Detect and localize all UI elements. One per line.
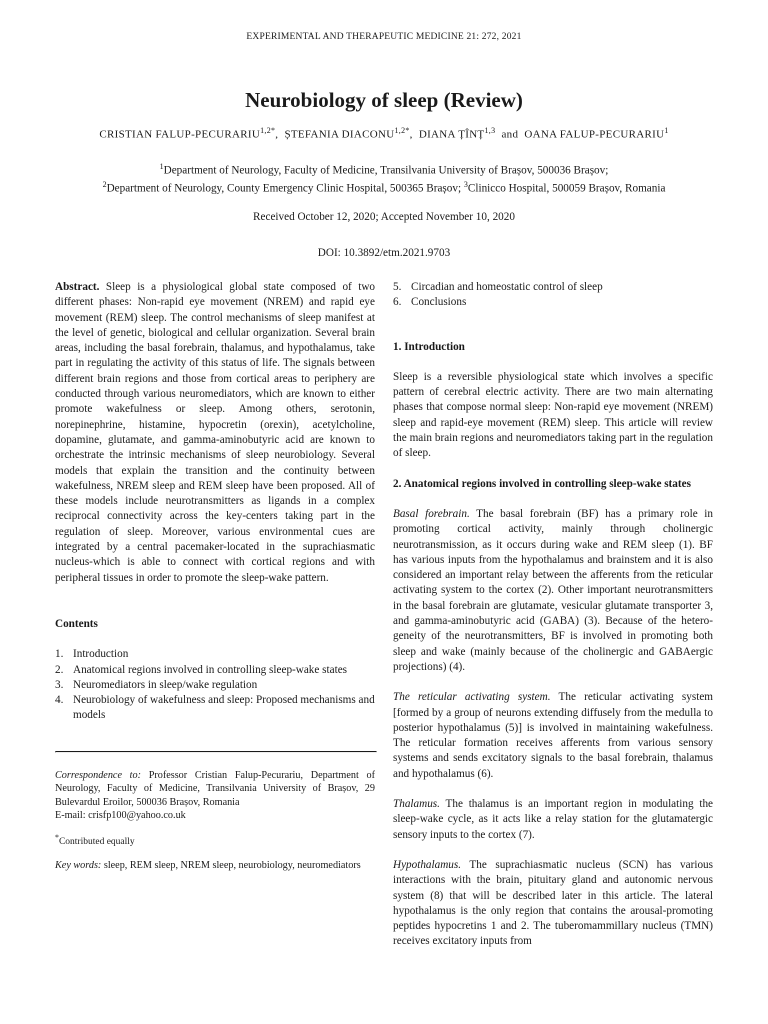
author-affiliation-mark: 1,2* (394, 126, 410, 135)
contents-list-continued (393, 280, 713, 311)
correspondence-text: Professor Cristian Falup-Pecurariu, Department of Neurology, Faculty of Medicine, Transilvania University of Brașov, 29 Bulevardul Eroilor, 500036 Brașov, Romania (55, 769, 375, 808)
contents-item[interactable] (55, 678, 375, 693)
author-affiliation-mark: 1,2* (260, 126, 276, 135)
contents-item-number: 6. (393, 296, 402, 309)
contents-item[interactable] (55, 647, 375, 662)
reticular-system-label: The reticular activating system. (393, 691, 551, 704)
reticular-system-paragraph (393, 690, 713, 782)
author-separator: , (409, 128, 419, 141)
author-separator: and (495, 128, 525, 141)
reticular-system-text: The reticular activating system [formed by a group of neurons extending diffusely from the medulla to posterior hypothalamus (5)] is involved in maintaining wakefulness. The reticular formation receives afferents from various sensory systems and sends excitatory signals to the basal forebrain, thalamus and hypothalamus (6). (393, 691, 713, 780)
section-heading-anatomical: 2. Anatomical regions involved in controlling sleep-wake states (393, 477, 691, 490)
left-column (55, 280, 375, 872)
author-affiliation-mark: 1 (664, 126, 669, 135)
contents-list (55, 647, 375, 723)
basal-forebrain-paragraph (393, 507, 713, 675)
keywords (55, 859, 375, 872)
basal-forebrain-text: The basal forebrain (BF) has a primary role in promoting cortical activity, mainly through cholinergic neurotransmission, as it occurs during wake and REM sleep (1). BF has various inputs from the hypothalamus and brainstem and it is also considered an important relay between the afferents from the reticular activating system to the cortex (2). Other important neurotransmitters in the basal forebrain are glutamate, vesicular glutamate transporter 3, and gamma-aminobutyric acid (GABA) (3). Because of the heterogeneity of the neurotransmitters, BF is involved in promoting both sleep and wake (mainly because of the cholinergic and GABAergic projections) (4). (393, 507, 713, 673)
contents-item[interactable] (55, 693, 375, 724)
abstract-text: Sleep is a physiological global state composed of two different phases: Non-rapid eye movement (NREM) and rapid eye movement (REM) sleep. The control mechanisms of sleep manifest at the level of genetic, biological and cellular organization. Several brain areas, including the basal forebrain, thalamus, and hypothalamus, take part in regulating the activity of this status of life. The signals between different brain regions and those from cortical areas to periphery are conducted through various neuromediators, which are known to either promote wakefulness or sleep. Among others, serotonin, norepinephrine, histamine, hypocretin (orexin), acetylcholine, dopamine, glutamate, and gamma-aminobutyric acid are known to orchestrate the intrinsic mechanisms of sleep neurobiology. Several models that explain the transition and the continuity between wakefulness, NREM sleep and REM sleep have been proposed. All of these models include neurotransmitters as ligands in a complex reciprocal connectivity across the key-centers taking part in the regulation of sleep. Moreover, various environmental cues are integrated by a central pacemaker-located in the suprachiasmatic nucleus-which is able to connect with cortical regions and with peripheral tissues in order to promote the sleep-wake pattern. (55, 281, 375, 584)
contents-item-label: Neuromediators in sleep/wake regulation (73, 678, 258, 691)
contents-item[interactable] (393, 280, 713, 295)
contents-item-number: 1. (55, 648, 64, 661)
contents-item-label: Neurobiology of wakefulness and sleep: Proposed mechanisms and models (73, 694, 375, 722)
thalamus-label: Thalamus. (393, 798, 440, 811)
section-heading-introduction: 1. Introduction (393, 340, 465, 353)
contents-item-label: Conclusions (411, 296, 467, 309)
affiliation-text: Clinicco Hospital, 500059 Brașov, Romania (467, 182, 666, 195)
contents-item-label: Anatomical regions involved in controlling sleep-wake states (73, 663, 348, 676)
contents-heading: Contents (55, 617, 98, 630)
correspondence (55, 769, 375, 809)
contents-item-number: 5. (393, 281, 402, 293)
affiliation-text: Department of Neurology, Faculty of Medicine, Transilvania University of Brașov, 500036 Brașov; (163, 164, 609, 177)
author-affiliation-mark: 1,3 (484, 126, 496, 135)
author-name: DIANA ȚÎNȚ (418, 128, 485, 141)
received-accepted-dates: Received October 12, 2020; Accepted November 10, 2020 (253, 211, 515, 223)
contributed-text: Contributed equally (58, 837, 135, 848)
author-separator: , (275, 128, 285, 141)
contributed-note (55, 831, 375, 849)
contents-item-number: 2. (55, 663, 64, 676)
thalamus-text: The thalamus is an important region in modulating the sleep-wake cycle, as it acts like a relay station for the glutamatergic sensory inputs to the cortex (7). (393, 798, 713, 841)
author-list (0, 126, 768, 141)
introduction-paragraph: Sleep is a reversible physiological state which involves a specific pattern of cerebral electric activity. There are two main alternating phases that compose normal sleep: Non-rapid eye movement (NREM) sleep and rapid-eye movement (REM) sleep. This article will review the main brain regions and neuromediators taking part in the regulation of sleep. (393, 370, 713, 460)
contents-item-number: 4. (55, 694, 64, 707)
abstract-label: Abstract. (55, 281, 100, 293)
hypothalamus-text: The suprachiasmatic nucleus (SCN) has various interactions with the brain, pituitary gland and autonomic nervous system (8) that will be described later in this article. The lateral hypothalamus is the only region that contains the arousal-promoting peptides hypocretins 1 and 2. The tuberomammillary nucleus (TMN) receives excitatory inputs from (393, 858, 713, 948)
contents-item[interactable] (55, 663, 375, 678)
basal-forebrain-label: Basal forebrain. (393, 507, 470, 520)
keywords-label: Key words: (55, 859, 102, 871)
author-name: CRISTIAN FALUP-PECURARIU (99, 128, 261, 141)
thalamus-paragraph (393, 797, 713, 843)
affiliation-mark: 2 (102, 180, 107, 189)
journal-header: EXPERIMENTAL AND THERAPEUTIC MEDICINE 21: 272, 2021 (246, 32, 522, 42)
contents-item-label: Circadian and homeostatic control of sleep (411, 281, 603, 293)
contents-item-label: Introduction (73, 648, 129, 661)
affiliation-text: Department of Neurology, County Emergency Clinic Hospital, 500365 Brașov; (106, 182, 464, 195)
abstract (55, 280, 375, 586)
correspondence-email[interactable]: E-mail: crisfp100@yahoo.co.uk (55, 809, 186, 821)
keywords-text: sleep, REM sleep, NREM sleep, neurobiology, neuromediators (101, 859, 361, 871)
right-column (393, 280, 713, 950)
affiliation-mark: 3 (463, 180, 468, 189)
contents-item[interactable] (393, 295, 713, 310)
author-name: ȘTEFANIA DIACONU (284, 128, 395, 141)
affiliation-line-1 (0, 162, 768, 177)
article-title: Neurobiology of sleep (Review) (245, 88, 523, 112)
doi-link[interactable]: DOI: 10.3892/etm.2021.9703 (317, 247, 451, 259)
hypothalamus-label: Hypothalamus. (393, 858, 462, 871)
correspondence-label: Correspondence to: (55, 769, 141, 781)
affiliation-line-2 (0, 180, 768, 195)
contents-item-number: 3. (55, 678, 64, 691)
author-name: OANA FALUP-PECURARIU (524, 128, 665, 141)
affiliation-mark: 1 (159, 162, 164, 171)
hypothalamus-paragraph (393, 858, 713, 950)
contributed-mark: * (55, 833, 59, 843)
